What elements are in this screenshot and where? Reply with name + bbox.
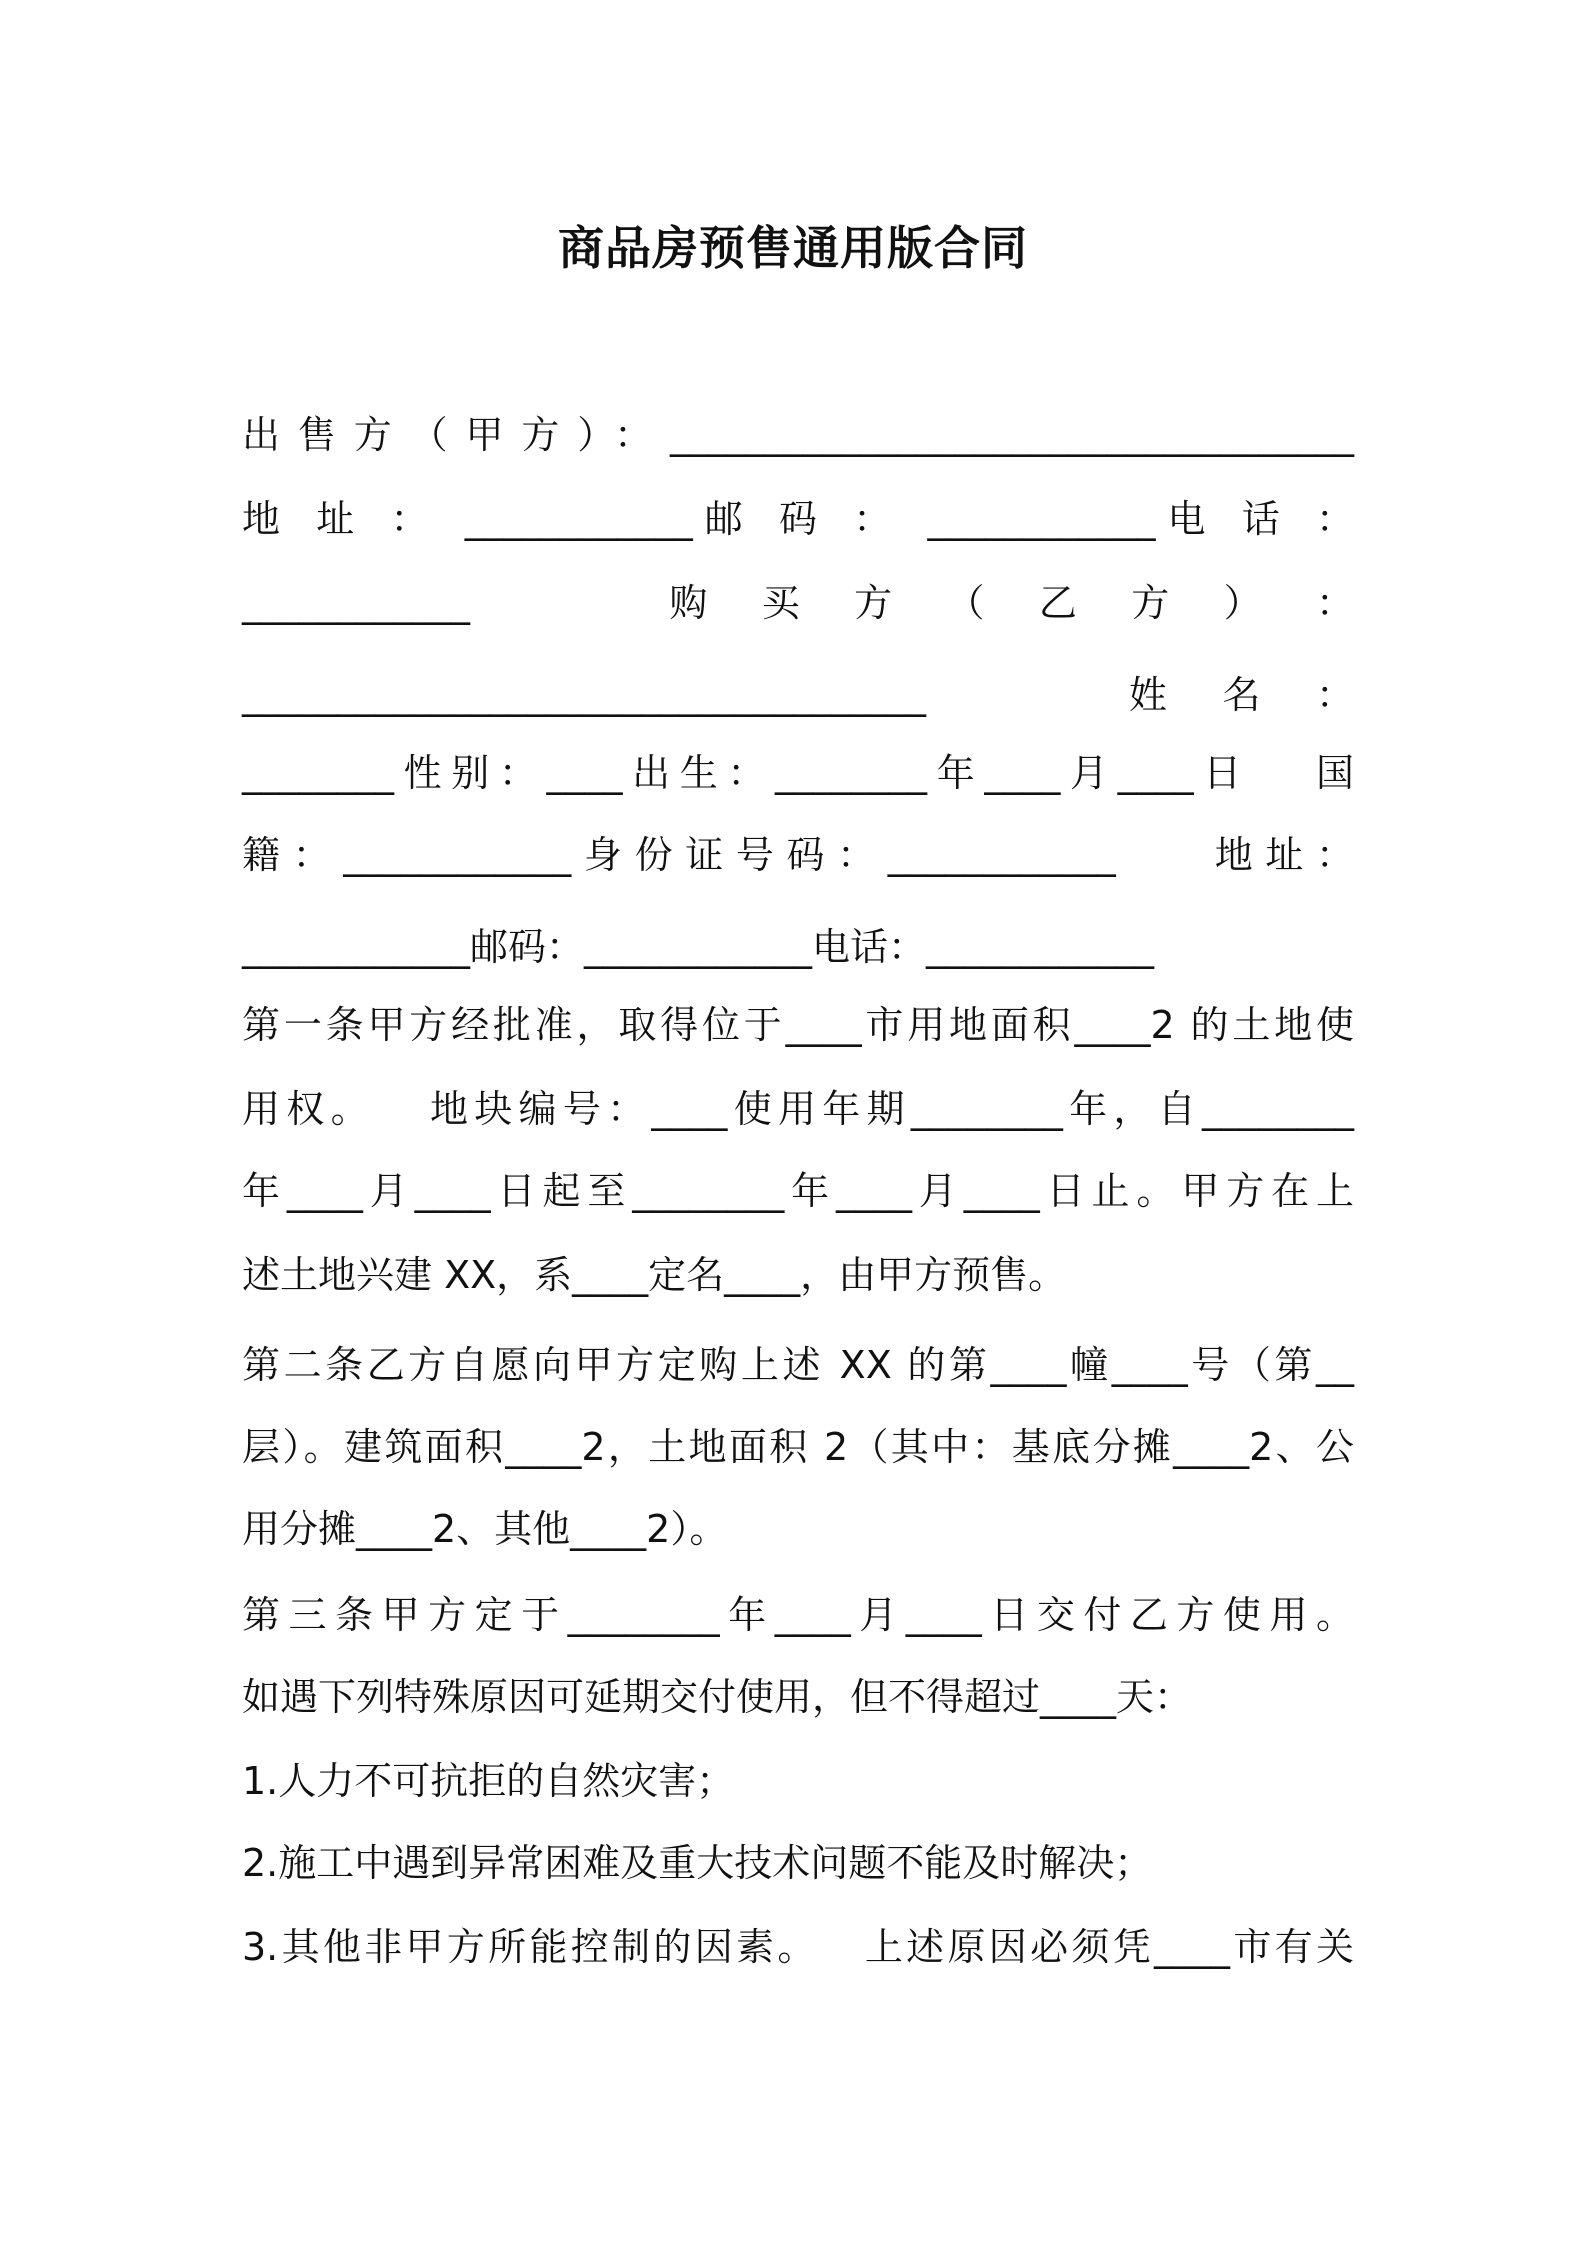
buyer-line: ____________ 购 买 方 （ 乙 方 ） ： <box>242 581 1354 625</box>
seller-address-line: 地 址 ： ____________邮 码 ： ____________电 话 ： <box>242 497 1354 541</box>
list-item-1: 1.人力不可抗拒的自然灾害； <box>242 1759 735 1803</box>
article-3-line-1: 第三条甲方定于________年____月____日交付乙方使用。 <box>242 1593 1354 1637</box>
list-item-2: 2.施工中遇到异常困难及重大技术问题不能及时解决； <box>242 1841 1153 1885</box>
article-2-line-1: 第二条乙方自愿向甲方定购上述 XX 的第____幢____号（第__ <box>242 1343 1354 1387</box>
document-title: 商品房预售通用版合同 <box>558 221 1028 275</box>
list-item-3: 3.其他非甲方所能控制的因素。 上述原因必须凭____市有关 <box>242 1925 1354 1969</box>
article-3-line-2: 如遇下列特殊原因可延期交付使用，但不得超过____天： <box>242 1675 1193 1719</box>
buyer-name-line: ____________________________________ 姓 名 ： <box>242 673 1354 717</box>
buyer-gender-birth-line: ________性别：____出生：________年____月____日 国 <box>242 751 1354 795</box>
article-1-line-4: 述土地兴建 XX，系____定名____，由甲方预售。 <box>242 1253 1067 1297</box>
seller-line: 出售方（甲方）：____________________________________ <box>242 413 1354 457</box>
buyer-postcode-phone-line: ____________邮码：____________电话：____________ <box>242 925 1155 969</box>
article-2-line-2: 层）。建筑面积____2，土地面积 2（其中：基底分摊____2、公 <box>242 1425 1354 1469</box>
buyer-nationality-id-line: 籍：____________身份证号码：____________ 地址： <box>242 833 1354 877</box>
article-2-line-3: 用分摊____2、其他____2）。 <box>242 1507 728 1551</box>
article-1-line-2: 用权。 地块编号：____使用年期________年，自________ <box>242 1087 1354 1131</box>
article-1-line-3: 年____月____日起至________年____月____日止。甲方在上 <box>242 1169 1354 1213</box>
article-1-line-1: 第一条甲方经批准，取得位于____市用地面积____2 的土地使 <box>242 1003 1354 1047</box>
